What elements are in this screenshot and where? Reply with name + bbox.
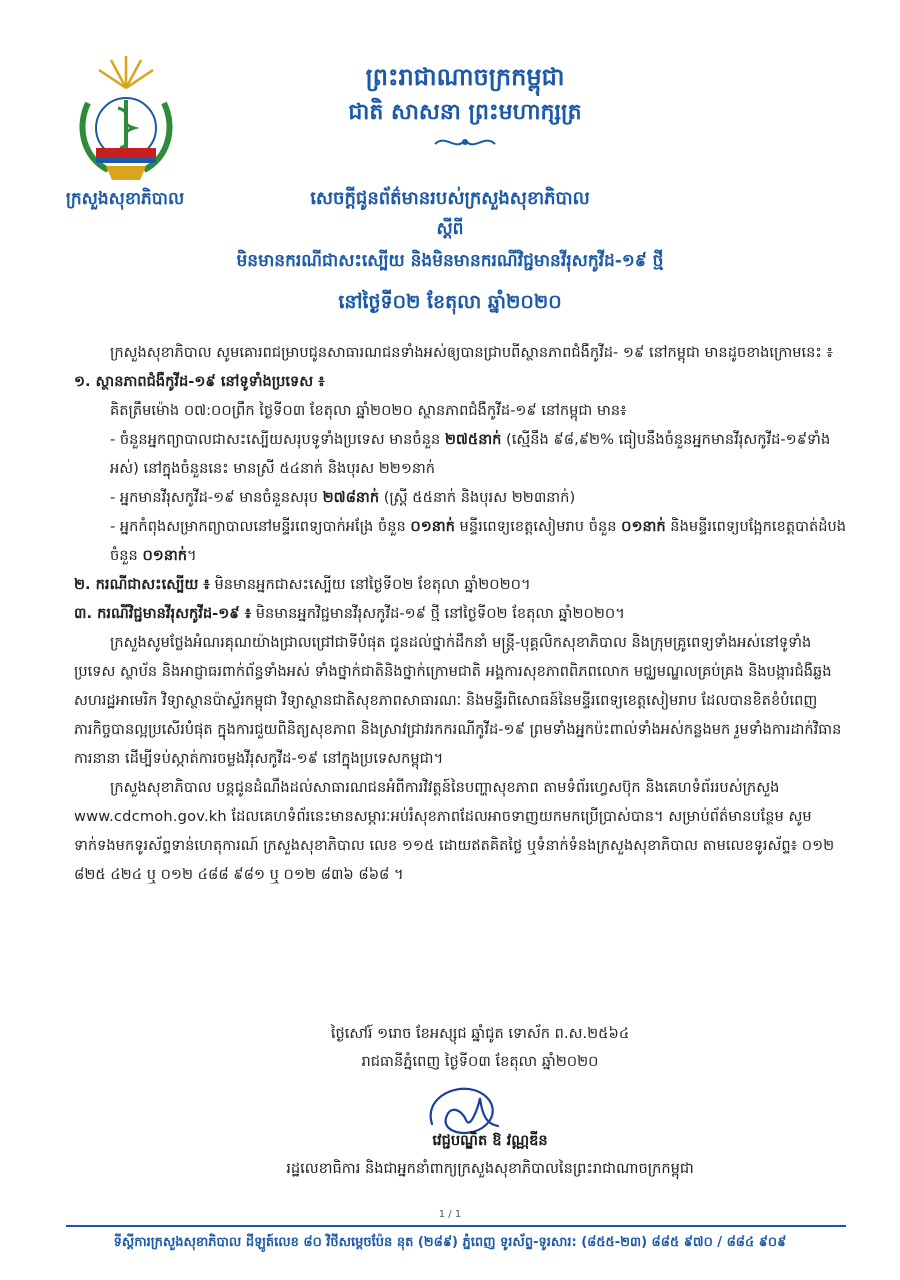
bullet-hosp-b: មន្ទីរពេទ្យខេត្តសៀមរាប ចំនួន bbox=[454, 518, 622, 535]
section1-status-line: គិតត្រឹមម៉ោង ០៧:០០ព្រឹក ថ្ងៃទី០៣ ខែតុលា ឆ្នាំ២០២០ ស្ថានភាពជំងឺកូវីដ-១៩ នៅកម្ពុជា មាន៖ bbox=[110, 402, 627, 419]
hosp-count-a: ០១នាក់ bbox=[410, 518, 455, 535]
bullet-hosp-end: ។ bbox=[186, 547, 197, 564]
footer-divider bbox=[66, 1225, 846, 1227]
bullet-hospitalized bbox=[74, 512, 852, 570]
announcement-about: ស្តីពី bbox=[436, 219, 464, 239]
signer-title: រដ្ឋលេខាធិការ និងជាអ្នកនាំពាក្យក្រសួងសុខាភិបាលនៃព្រះរាជាណាចក្រកម្ពុជា bbox=[286, 1160, 694, 1177]
signer-name: វេជ្ជបណ្ឌិត ឱ វណ្ណឌីន bbox=[432, 1132, 548, 1149]
contact-post: ដែលគេហទំព័រនេះមានសម្ភារៈអប់រំសុខភាពដែលអាចទាញយកមកប្រើប្រាស់បាន។ សម្រាប់ព័ត៌មានបន្ថែម សូមទាក់ទងមកទូរស័ព្ទទាន់ហេតុការណ៍ ក្រសួងសុខាភិបាល លេខ ១១៥ ដោយឥតគិតថ្លៃ ឬទំនាក់ទំនងក្រសួងសុខាភិបាល តាមលេខទូរស័ព្ទ៖ ០១២ ៨២៥ ៤២៤ ឬ ០១២ ៤៨៨ ៩៨១ ឬ ០១២ ៨៣៦ ៨៦៨ ។ bbox=[74, 808, 835, 883]
thanks-paragraph: ក្រសួងសូមថ្លែងអំណរគុណយ៉ាងជ្រាលជ្រៅជាទីបំផុត ជូនដល់ថ្នាក់ដឹកនាំ មន្ត្រី-បុគ្គលិកសុខាភិបាល និងក្រុមគ្រូពេទ្យទាំងអស់នៅទូទាំងប្រទេស ស្ថាប័ន និងអាជ្ញាធរពាក់ព័ន្ធទាំងអស់ ទាំងថ្នាក់ជាតិនិងថ្នាក់ក្រោមជាតិ អង្គការសុខភាពពិភពលោក មជ្ឈមណ្ឌលគ្រប់គ្រង និងបង្ការជំងឺឆ្លងសហរដ្ឋអាមេរិក វិទ្យាស្ថានប៉ាស្ទ័រកម្ពុជា វិទ្យាស្ថានជាតិសុខភាពសាធារណៈ និងមន្ទីរពិសោធន៍នៃមន្ទីរពេទ្យខេត្តសៀមរាប ដែលបានខិតខំបំពេញភារកិច្ចបានល្អប្រសើរបំផុត ក្នុងការជួយពិនិត្យសុខភាព និងស្រាវជ្រាវរកករណីកូវីដ-១៩ ព្រមទាំងអ្នកប៉ះពាល់ទាំងអស់កន្លងមក រួមទាំងការដាក់វិធានការនានា ដើម្បីទប់ស្កាត់ការចម្លងវីរុសកូវីដ-១៩ នៅក្នុងប្រទេសកម្ពុជា។ bbox=[74, 634, 842, 767]
kingdom-title: ព្រះរាជាណាចក្រកម្ពុជា bbox=[365, 62, 565, 91]
section3 bbox=[74, 599, 852, 628]
website-link[interactable]: www.cdcmoh.gov.kh bbox=[74, 808, 227, 825]
announcement-title: សេចក្តីជូនព័ត៌មានរបស់ក្រសួងសុខាភិបាល bbox=[310, 188, 590, 209]
bullet-positive-post: (ស្ត្រី ៥៥នាក់ និងបុរស ២២៣នាក់) bbox=[379, 489, 576, 506]
recovered-count: ២៧៥នាក់ bbox=[444, 431, 502, 448]
section2-heading: ២. ករណីជាសះស្បើយ ៖ bbox=[74, 576, 210, 593]
section3-heading: ៣. ករណីវិជ្ជមានវីរុសកូវីដ-១៩ ៖ bbox=[74, 605, 252, 622]
bullet-positive-pre: - អ្នកមានវីរុសកូវីដ-១៩ មានចំនួនសរុប bbox=[110, 489, 323, 506]
flourish-ornament-icon bbox=[430, 132, 500, 152]
bullet-recovered-post: (ស្មើនឹង ៩៨,៩២% ធៀបនឹងចំនួនអ្នកមានវីរុសកូវីដ-១៩ទាំងអស់) នៅក្នុងចំនួននេះ មានស្រី ៥៤នាក់ និងបុរស ២២១នាក់ bbox=[110, 431, 831, 477]
page-number: 1 / 1 bbox=[438, 1209, 462, 1220]
closing-lunar-date: ថ្ងៃសៅរ៍ ១រោច ខែអស្សុជ ឆ្នាំជូត ទោស័ក ព.ស.២៥៦៤ bbox=[330, 1025, 630, 1042]
ministry-logo-icon bbox=[66, 48, 186, 188]
section3-text: មិនមានអ្នកវិជ្ជមានវីរុសកូវីដ-១៩ ថ្មី នៅថ្ងៃទី០២ ខែតុលា ឆ្នាំ២០២០។ bbox=[251, 605, 625, 622]
closing-place-date: រាជធានីភ្នំពេញ ថ្ងៃទី០៣ ខែតុលា ឆ្នាំ២០២០ bbox=[361, 1053, 599, 1070]
contact-pre: ក្រសួងសុខាភិបាល បន្តជូនដំណឹងដល់សាធារណជនអំពីការវិវត្តន៍នៃបញ្ហាសុខភាព តាមទំព័រហ្វេសប៊ុក និងគេហទំព័ររបស់ក្រសួង bbox=[110, 779, 780, 796]
section2 bbox=[74, 570, 852, 599]
bullet-recovered-pre: - ចំនួនអ្នកព្យាបាលជាសះស្បើយសរុបទូទាំងប្រទេស មានចំនួន bbox=[110, 431, 445, 448]
bullet-hosp-c: និងមន្ទីរពេទ្យបង្អែកខេត្តបាត់ដំបង ចំនួន bbox=[110, 518, 847, 564]
kingdom-motto: ជាតិ សាសនា ព្រះមហាក្សត្រ bbox=[348, 99, 582, 125]
section1-heading: ១. ស្ថានភាពជំងឺកូវីដ-១៩ នៅទូទាំងប្រទេស ៖ bbox=[74, 373, 325, 390]
contact-paragraph bbox=[74, 773, 852, 889]
announcement-date: នៅថ្ងៃទី០២ ខែតុលា ឆ្នាំ២០២០ bbox=[338, 291, 562, 313]
bullet-hosp-a: - អ្នកកំពុងសម្រាកព្យាបាលនៅមន្ទីរពេទ្យបាក់អង្រែ ចំនួន bbox=[110, 518, 411, 535]
section2-text: មិនមានអ្នកជាសះស្បើយ នៅថ្ងៃទី០២ ខែតុលា ឆ្នាំ២០២០។ bbox=[209, 576, 531, 593]
intro-paragraph: ក្រសួងសុខាភិបាល សូមគោរពជម្រាបជូនសាធារណជនទាំងអស់ឲ្យបានជ្រាបពីស្ថានភាពជំងឺកូវីដ- ១៩ នៅកម្ពុជា មានដូចខាងក្រោមនេះ ៖ bbox=[110, 344, 833, 361]
document-body bbox=[74, 338, 852, 889]
hosp-count-b: ០១នាក់ bbox=[621, 518, 666, 535]
signature-icon bbox=[422, 1080, 506, 1138]
bullet-recovered bbox=[74, 425, 852, 483]
footer-address: ទីស្តីការក្រសួងសុខាភិបាល ដីឡូត៍លេខ ៨០ វិថីសម្តេចប៉ែន នុត (២៨៩) ភ្នំពេញ ទូរស័ព្ទ-ទូរសារ: (៨៥៥-២៣) ៨៨៥ ៩៧០ / ៨៨៤ ៩០៩ bbox=[113, 1235, 787, 1250]
announcement-subject: មិនមានករណីជាសះស្បើយ និងមិនមានករណីវិជ្ជមានវីរុសកូវីដ-១៩ ថ្មី bbox=[236, 251, 664, 271]
positive-count: ២៧៨នាក់ bbox=[322, 489, 380, 506]
bullet-positive bbox=[74, 483, 852, 512]
hosp-count-c: ០១នាក់ bbox=[142, 547, 187, 564]
ministry-name: ក្រសួងសុខាភិបាល bbox=[65, 189, 185, 209]
